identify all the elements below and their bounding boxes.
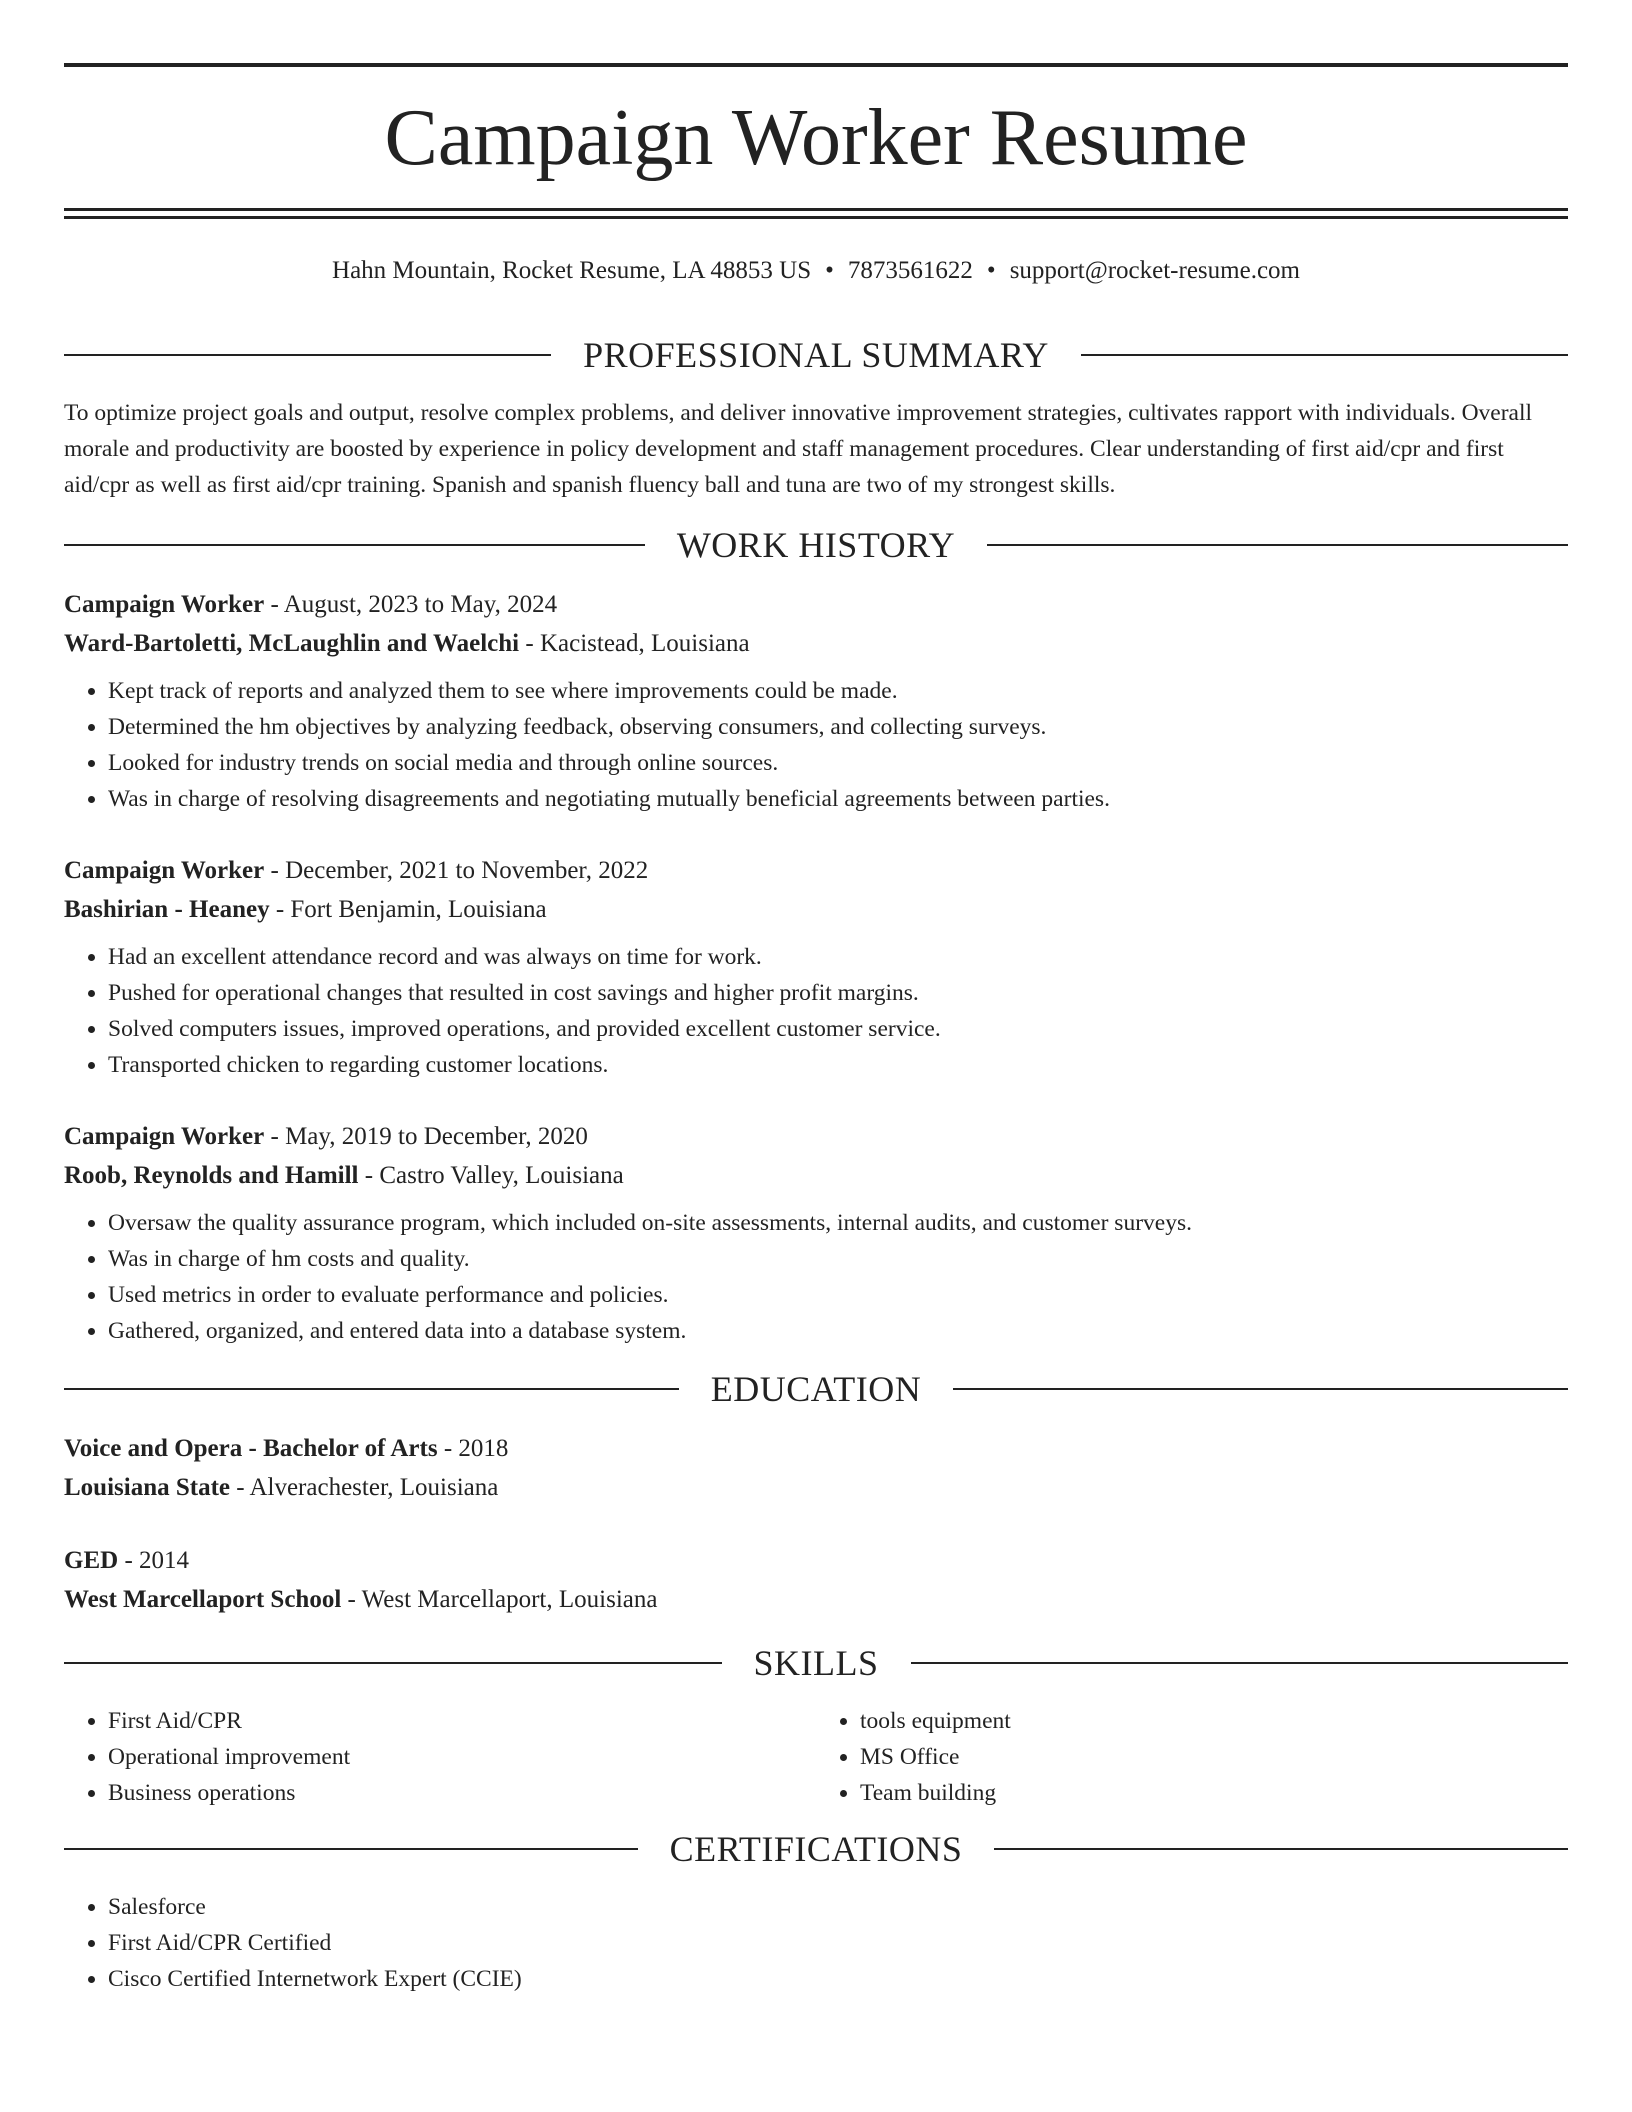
section-header-work: [64, 515, 1568, 575]
certifications-list: [64, 1889, 1568, 1997]
job-title: Campaign Worker: [64, 591, 265, 618]
section-rule-right: [994, 1848, 1568, 1850]
section-rule-right: [953, 1388, 1568, 1390]
job-title: Campaign Worker: [64, 857, 265, 884]
job-company: Ward-Bartoletti, McLaughlin and Waelchi: [64, 630, 520, 657]
list-item: • First Aid/CPR Certified: [108, 1925, 1568, 1961]
contact-address: Hahn Mountain, Rocket Resume, LA 48853 US: [332, 257, 812, 284]
section-header-education: [64, 1359, 1568, 1419]
job-company: Bashirian - Heaney: [64, 896, 270, 923]
job-bullets: [64, 939, 1568, 1083]
list-item: • Determined the hm objectives by analyzing feedback, observing consumers, and collecting surveys.: [108, 709, 1568, 745]
education-school-line: [64, 1580, 1568, 1619]
contact-separator: •: [825, 257, 834, 284]
section-rule-left: [64, 354, 551, 356]
skills-grid: [64, 1703, 1568, 1811]
contact-line: [0, 254, 1632, 288]
list-item: • Kept track of reports and analyzed them to see where improvements could be made.: [108, 673, 1568, 709]
list-item: • Transported chicken to regarding customer locations.: [108, 1047, 1568, 1083]
job-company-line: [64, 1156, 1568, 1195]
list-item: • tools equipment: [860, 1703, 1568, 1739]
job-title: Campaign Worker: [64, 1123, 265, 1150]
job-dates: - August, 2023 to May, 2024: [264, 591, 558, 618]
education-degree-line: [64, 1429, 1568, 1468]
section-title-certifications: CERTIFICATIONS: [669, 1829, 963, 1869]
education-entry: [64, 1541, 1568, 1619]
job-entry: [64, 585, 1568, 817]
job-company-line: [64, 890, 1568, 929]
list-item: • Business operations: [108, 1775, 816, 1811]
section-title-summary: PROFESSIONAL SUMMARY: [583, 335, 1049, 375]
job-bullets: [64, 673, 1568, 817]
education-year: - 2014: [118, 1547, 190, 1574]
list-item: • Solved computers issues, improved operations, and provided excellent customer service.: [108, 1011, 1568, 1047]
education-location: - West Marcellaport, Louisiana: [341, 1586, 658, 1613]
page-title: Campaign Worker Resume: [384, 94, 1248, 182]
education-school: Louisiana State: [64, 1474, 231, 1501]
contact-phone: 7873561622: [847, 257, 973, 284]
list-item: • First Aid/CPR: [108, 1703, 816, 1739]
section-rule-left: [64, 1662, 722, 1664]
list-item: • Had an excellent attendance record and was always on time for work.: [108, 939, 1568, 975]
list-item: • MS Office: [860, 1739, 1568, 1775]
education-degree: GED: [64, 1547, 119, 1574]
education-school: West Marcellaport School: [64, 1586, 342, 1613]
list-item: • Cisco Certified Internetwork Expert (CCIE): [108, 1961, 1568, 1997]
list-item: • Was in charge of hm costs and quality.: [108, 1241, 1568, 1277]
section-header-summary: [64, 325, 1568, 385]
education-degree-line: [64, 1541, 1568, 1580]
education-entry: [64, 1429, 1568, 1507]
resume-content: [64, 325, 1568, 1997]
summary-text: To optimize project goals and output, resolve complex problems, and deliver innovative improvement strategies, cultivates rapport with individuals. Overall morale and productivity are boosted by experience in policy development and staff management procedures. Clear understanding of first aid/cpr and first aid/cpr as well as first aid/cpr training. Spanish and spanish fluency ball and tuna are two of my strongest skills.: [64, 400, 1533, 498]
section-rule-right: [987, 544, 1568, 546]
job-title-line: [64, 1117, 1568, 1156]
job-title-line: [64, 585, 1568, 624]
job-dates: - May, 2019 to December, 2020: [264, 1123, 588, 1150]
list-item: • Oversaw the quality assurance program, which included on-site assessments, internal audits, and customer surveys.: [108, 1205, 1568, 1241]
education-degree: Voice and Opera - Bachelor of Arts: [64, 1435, 438, 1462]
job-entry: [64, 851, 1568, 1083]
education-location: - Alverachester, Louisiana: [230, 1474, 499, 1501]
job-company: Roob, Reynolds and Hamill: [64, 1162, 359, 1189]
list-item: • Salesforce: [108, 1889, 1568, 1925]
list-item: • Operational improvement: [108, 1739, 816, 1775]
title-rule-upper: [64, 208, 1568, 211]
job-title-line: [64, 851, 1568, 890]
section-rule-right: [1081, 354, 1568, 356]
list-item: • Used metrics in order to evaluate performance and policies.: [108, 1277, 1568, 1313]
contact-email: support@rocket-resume.com: [1009, 257, 1300, 284]
title-rule-lower: [64, 216, 1568, 219]
contact-separator: •: [986, 257, 996, 284]
education-year: - 2018: [437, 1435, 509, 1462]
job-dates: - December, 2021 to November, 2022: [264, 857, 649, 884]
job-company-line: [64, 624, 1568, 663]
skills-column-right: [816, 1703, 1568, 1811]
section-rule-left: [64, 544, 645, 546]
list-item: • Gathered, organized, and entered data into a database system.: [108, 1313, 1568, 1349]
section-header-certifications: [64, 1819, 1568, 1879]
job-location: - Kacistead, Louisiana: [519, 630, 750, 657]
job-location: - Fort Benjamin, Louisiana: [269, 896, 547, 923]
job-bullets: [64, 1205, 1568, 1349]
job-location: - Castro Valley, Louisiana: [358, 1162, 624, 1189]
education-school-line: [64, 1468, 1568, 1507]
section-title-education: EDUCATION: [710, 1369, 922, 1409]
skills-column-left: [64, 1703, 816, 1811]
section-rule-left: [64, 1388, 679, 1390]
section-title-work: WORK HISTORY: [676, 525, 956, 565]
list-item: • Team building: [860, 1775, 1568, 1811]
top-rule: [64, 63, 1568, 67]
list-item: • Was in charge of resolving disagreements and negotiating mutually beneficial agreements between parties.: [108, 781, 1568, 817]
job-entry: [64, 1117, 1568, 1349]
section-rule-right: [911, 1662, 1569, 1664]
section-title-skills: SKILLS: [753, 1643, 879, 1683]
list-item: • Looked for industry trends on social media and through online sources.: [108, 745, 1568, 781]
section-rule-left: [64, 1848, 638, 1850]
section-header-skills: [64, 1633, 1568, 1693]
list-item: • Pushed for operational changes that resulted in cost savings and higher profit margins.: [108, 975, 1568, 1011]
